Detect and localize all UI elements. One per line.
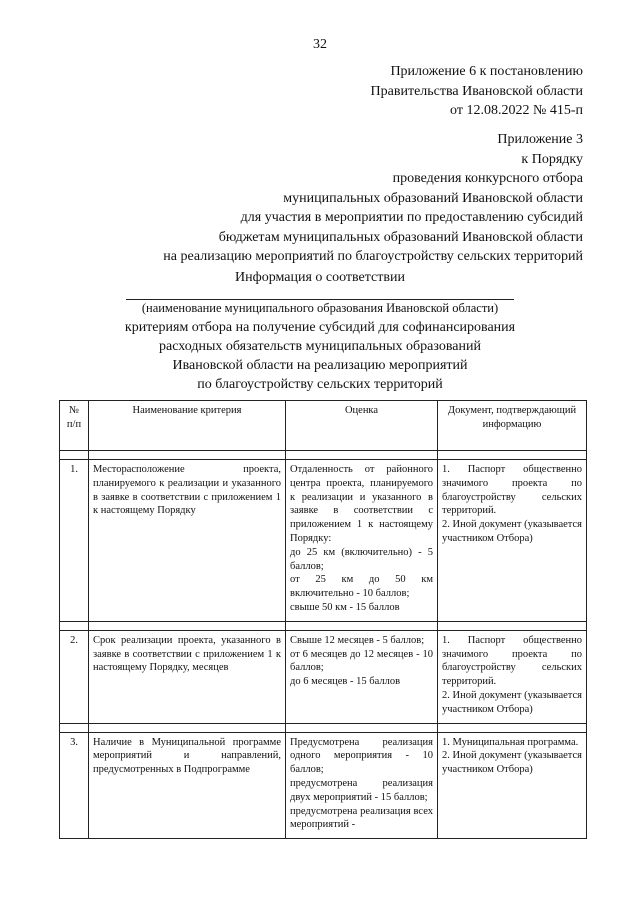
criteria-table	[59, 400, 587, 839]
table-row	[60, 460, 587, 622]
score-line: Предусмотрена реализация одного мероприятия - 10 баллов;	[290, 736, 433, 776]
row-criterion: Наличие в Муниципальной программе мероприятий и направлений, предусмотренных в Подпрограмме	[89, 732, 286, 839]
document-line: 1. Паспорт общественно значимого проекта по благоустройству сельских территорий.	[442, 464, 582, 517]
municipality-note: (наименование муниципального образования Ивановской области)	[141, 301, 499, 315]
header-document: Документ, подтверждающий информацию	[438, 401, 587, 451]
score-line: Отдаленность от районного центра проекта, планируемого к реализации и указанного в заявке в соответствии с приложением 1 к настоящему Порядку:	[290, 464, 433, 544]
table-row	[60, 630, 587, 723]
score-line: свыше 50 км - 15 баллов	[290, 601, 400, 613]
score-line: предусмотрена реализация всех мероприятий -	[290, 805, 433, 831]
criteria-heading-line: по благоустройству сельских территорий	[197, 377, 443, 392]
appendix-3-line: для участия в мероприятии по предоставлению субсидий	[240, 210, 583, 225]
table-spacer-row	[60, 723, 587, 732]
appendix-3-line: Приложение 3	[497, 132, 583, 147]
table-spacer-row	[60, 451, 587, 460]
appendix-6-header	[371, 62, 583, 121]
criteria-heading	[0, 318, 640, 394]
score-line: от 25 км до 50 км включительно - 10 баллов;	[290, 574, 433, 600]
row-document	[438, 630, 587, 723]
document-line: 2. Иной документ (указывается участником Отбора)	[442, 519, 582, 544]
score-line: до 6 месяцев - 15 баллов	[290, 676, 401, 688]
row-criterion: Месторасположение проекта, планируемого к реализации и указанного в заявке в соответствии с приложением 1 к настоящему Порядку	[89, 460, 286, 622]
appendix-6-line: от 12.08.2022 № 415-п	[450, 103, 583, 118]
criteria-heading-line: критериям отбора на получение субсидий для софинансирования	[124, 320, 516, 335]
score-line: Свыше 12 месяцев - 5 баллов;	[290, 634, 425, 646]
document-line: 2. Иной документ (указывается участником Отбора)	[442, 689, 582, 715]
criteria-heading-line: расходных обязательств муниципальных образований	[159, 339, 481, 354]
criteria-heading-line: Ивановской области на реализацию мероприятий	[172, 358, 468, 373]
document-line: 1. Муниципальная программа.	[442, 736, 579, 748]
header-score: Оценка	[286, 401, 438, 451]
appendix-6-line: Правительства Ивановской области	[370, 83, 583, 99]
score-line: от 6 месяцев до 12 месяцев - 10 баллов;	[290, 648, 433, 674]
header-criterion: Наименование критерия	[89, 401, 286, 451]
row-num: 3.	[60, 732, 89, 839]
appendix-3-line: муниципальных образований Ивановской области	[283, 190, 583, 206]
row-score	[286, 460, 438, 622]
appendix-3-line: к Порядку	[521, 151, 583, 167]
appendix-3-line: на реализацию мероприятий по благоустройству сельских территорий	[163, 249, 583, 264]
document-line: 2. Иной документ (указывается участником Отбора)	[442, 750, 582, 776]
row-score	[286, 732, 438, 839]
score-line: предусмотрена реализация двух мероприятий - 15 баллов;	[290, 777, 433, 803]
appendix-3-line: проведения конкурсного отбора	[392, 171, 583, 186]
appendix-3-line: бюджетам муниципальных образований Ивановской области	[218, 229, 583, 245]
table-row	[60, 732, 587, 839]
row-score	[286, 630, 438, 723]
row-document	[438, 460, 587, 622]
row-criterion: Срок реализации проекта, указанного в заявке в соответствии с приложением 1 к настоящему Порядку, месяцев	[89, 630, 286, 723]
table-header-row	[60, 401, 587, 451]
info-title: Информация о соответствии	[235, 270, 405, 285]
score-line: до 25 км (включительно) - 5 баллов;	[290, 546, 433, 572]
table-spacer-row	[60, 621, 587, 630]
document-line: 1. Паспорт общественно значимого проекта по благоустройству сельских территорий.	[442, 634, 582, 688]
page-number: 32	[313, 37, 327, 52]
appendix-3-header	[163, 130, 583, 267]
municipality-blank-line	[126, 299, 514, 300]
row-num: 2.	[60, 630, 89, 723]
header-num: № п/п	[60, 401, 89, 451]
row-num: 1.	[60, 460, 89, 622]
appendix-6-line: Приложение 6 к постановлению	[390, 64, 583, 79]
row-document	[438, 732, 587, 839]
